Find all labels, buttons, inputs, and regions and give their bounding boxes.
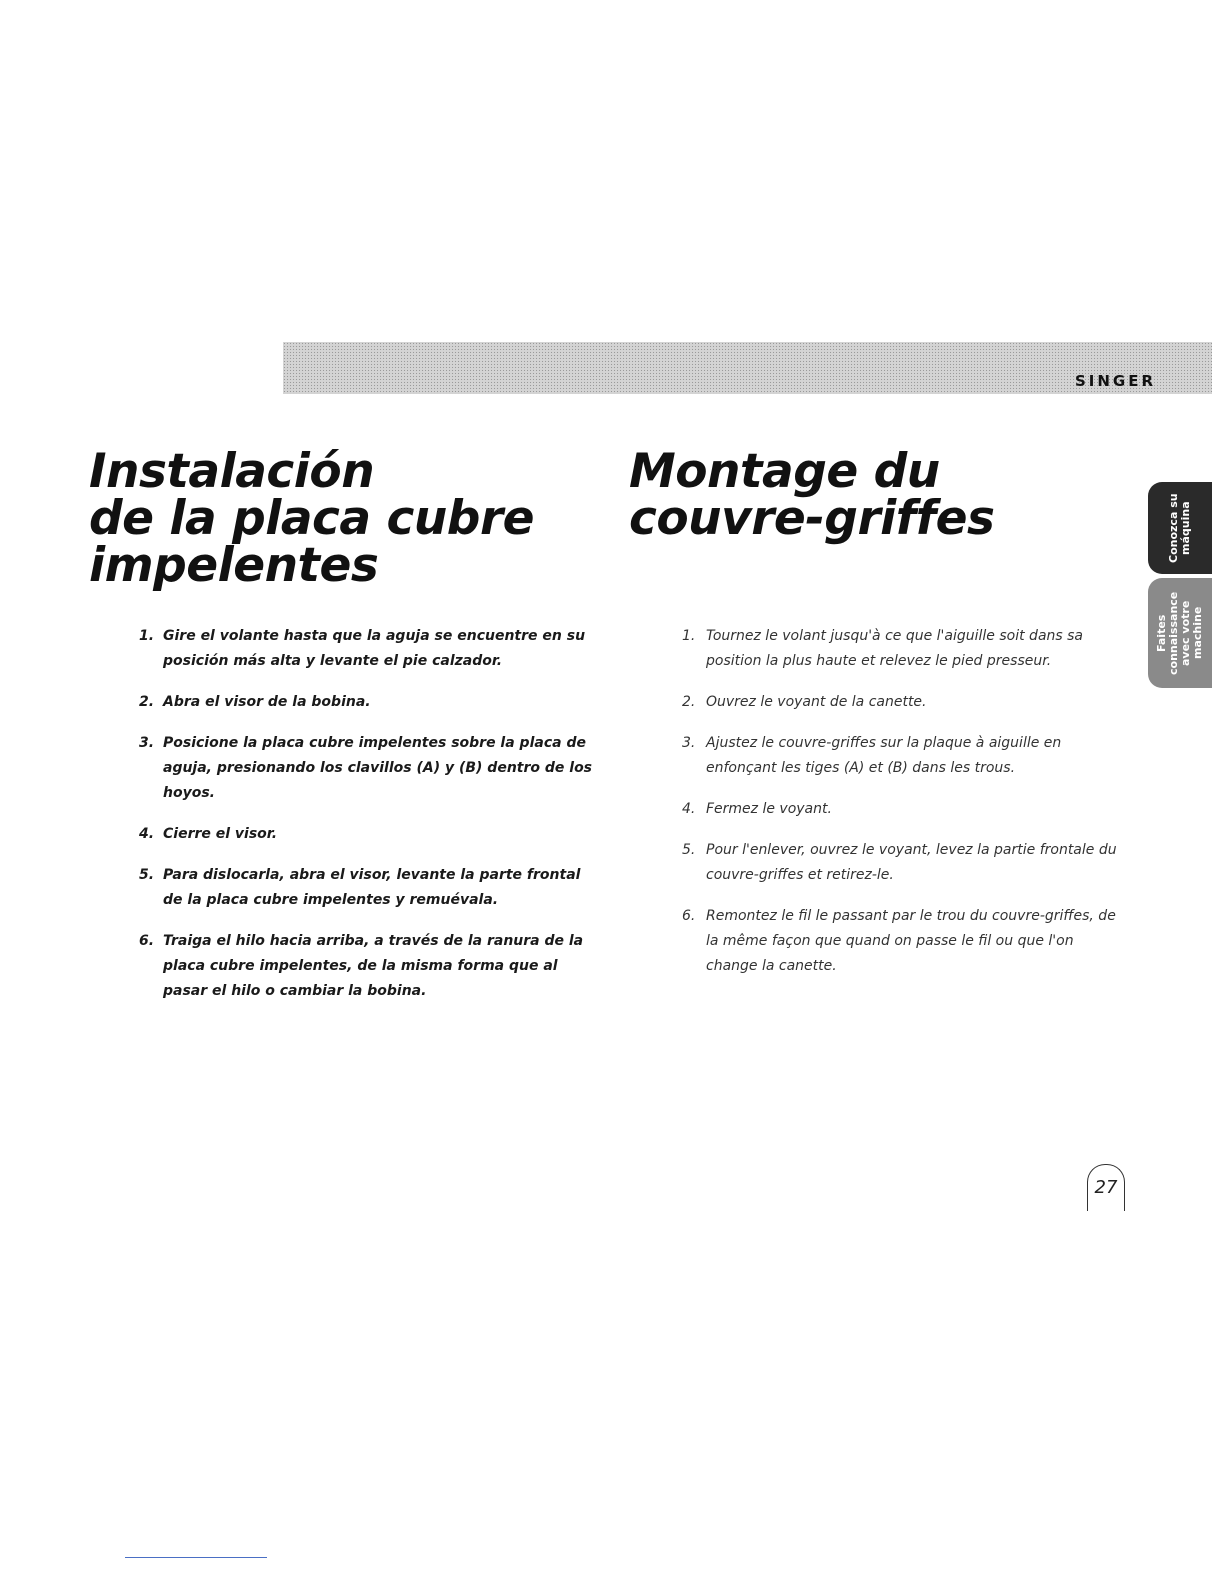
spanish-title xyxy=(89,444,534,593)
spanish-title-line: impelentes xyxy=(89,538,379,593)
side-tab-spanish xyxy=(1148,482,1212,574)
step-text: Ouvrez le voyant de la canette. xyxy=(706,694,927,710)
step-number: 1. xyxy=(682,628,696,644)
step-text: Abra el visor de la bobina. xyxy=(163,694,371,710)
french-step xyxy=(682,904,1126,979)
step-number: 4. xyxy=(139,826,155,842)
spanish-title-line: Instalación xyxy=(89,444,375,499)
step-number: 2. xyxy=(139,694,155,710)
spanish-step xyxy=(139,863,593,913)
french-step xyxy=(682,624,1126,674)
step-number: 4. xyxy=(682,801,696,817)
step-text: Posicione la placa cubre impelentes sobre la placa de aguja, presionando los clavillos (A) y (B) dentro de los hoyos. xyxy=(163,735,593,801)
spanish-step xyxy=(139,929,593,1004)
side-tab-label: Faites connaissance avec votre machine xyxy=(1155,591,1204,675)
header-band xyxy=(283,342,1212,394)
brand-logo-text: SINGER xyxy=(1074,372,1156,390)
spanish-step xyxy=(139,690,593,715)
step-text: Gire el volante hasta que la aguja se encuentre en su posición más alta y levante el pie calzador. xyxy=(163,628,586,669)
french-title-line: Montage du xyxy=(629,444,940,499)
step-text: Fermez le voyant. xyxy=(706,801,832,817)
step-text: Remontez le fil le passant par le trou du couvre-griffes, de la même façon que quand on passe le fil ou que l'on change la canette. xyxy=(706,908,1116,974)
step-text: Ajustez le couvre-griffes sur la plaque à aiguille en enfonçant les tiges (A) et (B) dans les trous. xyxy=(706,735,1062,776)
step-number: 1. xyxy=(139,628,155,644)
french-step xyxy=(682,797,1126,822)
french-step xyxy=(682,690,1126,715)
step-number: 3. xyxy=(682,735,696,751)
spanish-steps-list xyxy=(139,624,593,1020)
side-tab-french xyxy=(1148,578,1212,688)
step-number: 6. xyxy=(682,908,696,924)
step-number: 6. xyxy=(139,933,155,949)
spanish-title-line: de la placa cubre xyxy=(89,491,534,546)
french-title xyxy=(629,444,995,546)
step-number: 5. xyxy=(682,842,696,858)
french-step xyxy=(682,838,1126,888)
step-number: 5. xyxy=(139,867,155,883)
page-number: 27 xyxy=(1087,1164,1125,1211)
spanish-step xyxy=(139,822,593,847)
step-text: Cierre el visor. xyxy=(163,826,278,842)
french-step xyxy=(682,731,1126,781)
step-text: Pour l'enlever, ouvrez le voyant, levez la partie frontale du couvre-griffes et retirez-le. xyxy=(706,842,1117,883)
step-number: 3. xyxy=(139,735,155,751)
french-steps-list xyxy=(682,624,1126,995)
spanish-step xyxy=(139,731,593,806)
french-title-line: couvre-griffes xyxy=(629,491,995,546)
step-text: Traiga el hilo hacia arriba, a través de la ranura de la placa cubre impelentes, de la misma forma que al pasar el hilo o cambiar la bobina. xyxy=(163,933,584,999)
spanish-step xyxy=(139,624,593,674)
footer-rule xyxy=(125,1557,267,1558)
step-text: Para dislocarla, abra el visor, levante la parte frontal de la placa cubre impelentes y remuévala. xyxy=(163,867,581,908)
step-text: Tournez le volant jusqu'à ce que l'aiguille soit dans sa position la plus haute et relevez le pied presseur. xyxy=(706,628,1084,669)
step-number: 2. xyxy=(682,694,696,710)
side-tab-label: Conozca su máquina xyxy=(1167,493,1192,563)
